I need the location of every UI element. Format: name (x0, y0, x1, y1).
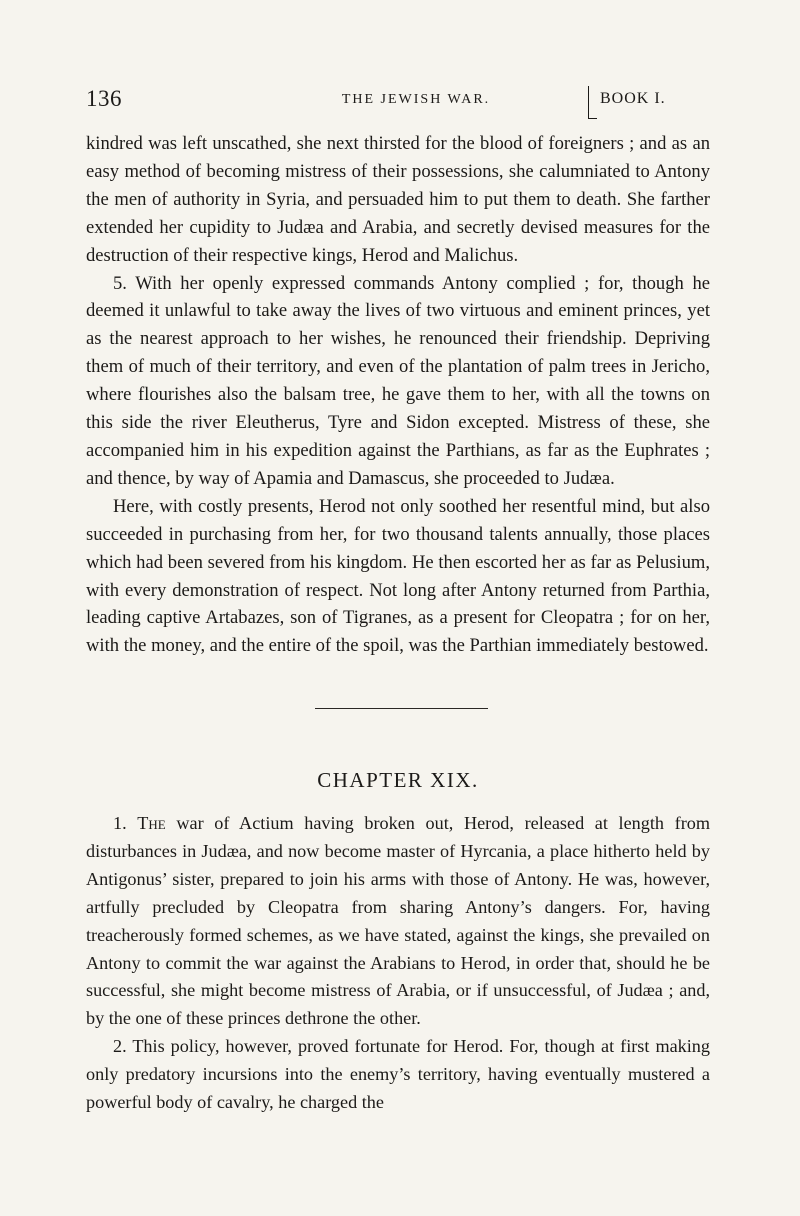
paragraph-5: 5. With her openly expressed commands Antony complied ; for, though he deemed it unlawful to take away the lives of two virtuous and eminent princes, yet as the nearest approach to her wishes, he renounced their friendship. Depriving them of much of their territory, and even of the plantation of palm trees in Jericho, where flourishes also the balsam tree, he gave them to her, with all the towns on this side the river Eleutherus, Tyre and Sidon excepted. Mistress of these, she accompanied him in his expedition against the Parthians, as far as the Euphrates ; and thence, by way of Apamia and Damascus, she proceeded to Judæa. (86, 272, 710, 489)
paragraph-number: 1. (113, 813, 127, 833)
chapter-text (86, 810, 710, 1117)
continued-text (86, 130, 710, 660)
section-divider (315, 708, 488, 709)
paragraph-body: war of Actium having broken out, Herod, released at length from disturbances in Judæa, and now become master of Hyrcania, a place hitherto held by Antigonus’ sister, prepared to join his arms with those of Antony. He was, however, artfully precluded by Cleopatra from sharing Antony’s dangers. For, having treacherously formed schemes, as we have stated, against the kings, she prevailed on Antony to commit the war against the Arabians to Herod, in order that, should he be successful, she might become mistress of Arabia, or if unsuccessful, of Judæa ; and, by the one of these princes dethrone the other. (86, 813, 711, 1029)
page-number: 136 (86, 86, 122, 111)
chapter-title: CHAPTER XIX. (317, 768, 479, 792)
opening-word: The (137, 813, 166, 833)
paragraph-here: Here, with costly presents, Herod not only soothed her resentful mind, but also succeeded in purchasing from her, for two thousand talents annually, those places which had been severed from his kingdom. He then escorted her as far as Pelusium, with every demonstration of respect. Not long after Antony returned from Parthia, leading captive Artabazes, son of Tigranes, as a present for Cleopatra ; for on her, with the money, and the entire of the spoil, was the Parthian immediately bestowed. (86, 495, 710, 657)
paragraph-continued: kindred was left unscathed, she next thirsted for the blood of foreigners ; and as an easy method of becoming mistress of their possessions, she calumniated to Antony the men of authority in Syria, and persuaded him to put them to death. She farther extended her cupidity to Judæa and Arabia, and secretly devised measures for the destruction of their respective kings, Herod and Malichus. (86, 133, 710, 266)
chapter-paragraph-1 (86, 810, 710, 1033)
book-bracket (588, 86, 597, 119)
chapter-paragraph-2: 2. This policy, however, proved fortunate for Herod. For, though at first making only predatory incursions into the enemy’s territory, having eventually mustered a powerful body of cavalry, he charged the (86, 1036, 710, 1113)
book-label: BOOK I. (600, 90, 666, 107)
running-head (86, 86, 698, 116)
running-title: THE JEWISH WAR. (341, 92, 491, 107)
